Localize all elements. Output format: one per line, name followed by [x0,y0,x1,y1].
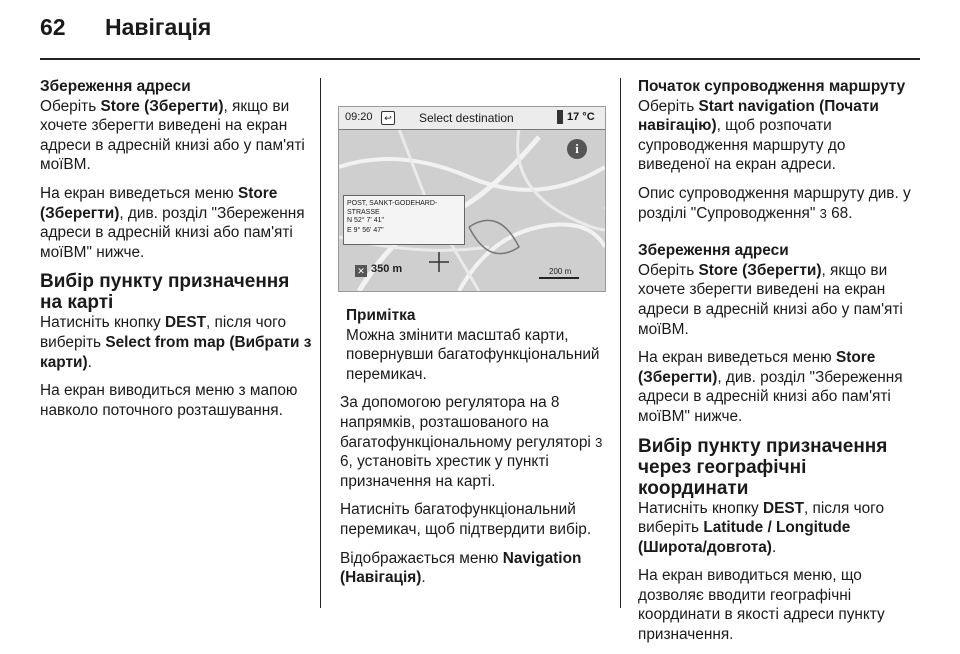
section-heading: Початок супроводження маршруту [638,78,906,95]
temperature: 17 °C [567,111,595,123]
paragraph: На екран виводиться меню, що дозволяє вводити географічні координати в якості адреси пункту призначення. [638,567,885,644]
section-heading-large: Вибір пункту призначення на карті [40,271,290,314]
address-popup [343,195,465,245]
longitude-label: E 9° 56' 47" [347,227,384,234]
paragraph: На екран виведеться меню Store (Зберегти), див. розділ "Збереження адреси в адресній книзі або пам'яті моїВМ" нижче. [638,349,903,425]
column-3 [638,77,920,654]
paragraph: Натисніть кнопку DEST, після чого виберіть Latitude / Longitude (Широта/довгота). [638,499,885,556]
close-icon: ✕ [355,265,367,277]
column-divider-1 [320,78,321,608]
page-title: Навігація [105,14,212,40]
street-label: POST, SANKT-GODEHARD-STRASSE [347,200,438,216]
page-number: 62 [40,14,66,40]
note-title: Примітка [346,307,416,324]
zoom-scale: 350 m [371,263,403,275]
paragraph: За допомогою регулятора на 8 напрямків, розташованого на багатофункціональному регуляторі 3 6, установіть хрестик у пункті призначення на карті. [340,394,603,490]
section-heading: Збереження адреси [638,242,789,260]
section-heading-large: Вибір пункту призначення через географічні координати [638,435,888,499]
clock: 09:20 [345,111,373,123]
paragraph: На екран виводиться меню з мапою навколо поточного розташування. [40,382,298,419]
note-box [340,306,612,384]
reference-arrow-icon: 3 [819,205,827,221]
paragraph: Опис супроводження маршруту див. у розділі "Супроводження" 3 68. [638,184,911,222]
paragraph: Натисніть багатофункціональний перемикач, щоб підтвердити вибір. [340,501,592,538]
thermometer-icon [557,110,563,124]
column-divider-2 [620,78,621,608]
column-1 [40,77,312,429]
info-icon: i [567,139,587,159]
column-2 [340,306,612,597]
map-scale: 200 m [549,267,572,276]
paragraph: Відображається меню Navigation (Навігація). [340,549,582,587]
navigation-screenshot [338,106,606,292]
paragraph: Натисніть кнопку DEST, після чого виберіть Select from map (Вибрати з карти). [40,314,312,371]
paragraph: На екран виведеться меню Store (Зберегти), див. розділ "Збереження адреси в адресній книзі або пам'яті моїВМ" нижче. [40,184,305,261]
paragraph: Оберіть Store (Зберегти), якщо ви хочете зберегти виведені на екран адреси в адресній книзі або у пам'яті моїВМ. [638,261,903,338]
screen-title: Select destination [419,111,514,125]
latitude-label: N 52° 7' 41" [347,217,384,224]
paragraph: Оберіть Start navigation (Почати навігацію), щоб розпочати супроводження маршруту до виведеної на екран адреси. [638,97,879,174]
screen-status-bar [339,107,605,130]
section-heading: Збереження адреси [40,78,191,95]
back-icon: ↩ [381,111,395,125]
header-divider [40,58,920,60]
paragraph: Оберіть Store (Зберегти), якщо ви хочете зберегти виведені на екран адреси в адресній книзі або у пам'яті моїВМ. [40,97,305,174]
note-text: Можна змінити масштаб карти, повернувши багатофункціональний перемикач. [346,326,600,383]
page-header [40,14,920,58]
reference-arrow-icon: 3 [595,434,603,450]
